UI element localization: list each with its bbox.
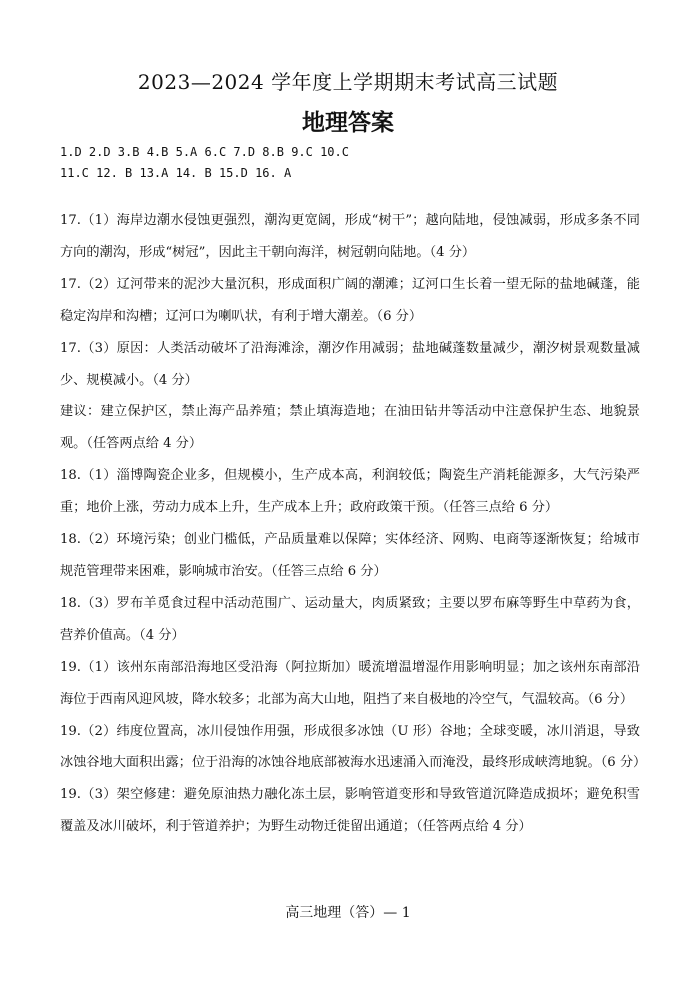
exam-title: 2023—2024 学年度上学期期末考试高三试题 bbox=[137, 70, 559, 94]
answer-paragraph-17-3-reason: 17.（3）原因：人类活动破坏了沿海滩涂，潮汐作用减弱；盐地碱蓬数量减少，潮汐树景观数量减少、规模减小。（4 分） bbox=[60, 340, 640, 388]
choice-answers-line-2: 11.C 12. B 13.A 14. B 15.D 16. A bbox=[60, 166, 292, 180]
answer-heading: 地理答案 bbox=[302, 110, 394, 136]
answer-paragraph-19-3: 19.（3）架空修建：避免原油热力融化冻土层，影响管道变形和导致管道沉降造成损坏；避免积雪覆盖及冰川破坏，利于管道养护；为野生动物迁徙留出通道；（任答两点给 4 分） bbox=[60, 787, 640, 835]
answer-paragraph-17-1: 17.（1）海岸边潮水侵蚀更强烈，潮沟更宽阔，形成“树干”；越向陆地，侵蚀减弱，形成多条不同方向的潮沟，形成“树冠”，因此主干朝向海洋，树冠朝向陆地。（4 分） bbox=[60, 213, 640, 260]
page-footer: 高三地理（答）— 1 bbox=[285, 905, 411, 921]
answer-paragraph-18-1: 18.（1）淄博陶瓷企业多，但规模小，生产成本高，利润较低；陶瓷生产消耗能源多，大气污染严重；地价上涨，劳动力成本上升，生产成本上升；政府政策干预。（任答三点给 6 分） bbox=[60, 468, 640, 516]
answer-paragraph-18-2: 18.（2）环境污染；创业门槛低，产品质量难以保障；实体经济、网购、电商等逐渐恢复；给城市规范管理带来困难，影响城市治安。（任答三点给 6 分） bbox=[60, 532, 640, 579]
answer-paragraph-18-3: 18.（3）罗布羊觅食过程中活动范围广、运动量大，肉质紧致；主要以罗布麻等野生中草药为食，营养价值高。（4 分） bbox=[60, 595, 640, 643]
answer-paragraph-17-3-suggestion: 建议：建立保护区，禁止海产品养殖；禁止填海造地；在油田钻井等活动中注意保护生态、地貌景观。（任答两点给 4 分） bbox=[60, 404, 640, 452]
answer-paragraph-17-2: 17.（2）辽河带来的泥沙大量沉积，形成面积广阔的潮滩；辽河口生长着一望无际的盐地碱蓬，能稳定沟岸和沟槽；辽河口为喇叭状，有利于增大潮差。（6 分） bbox=[60, 276, 640, 324]
choice-answers-line-1: 1.D 2.D 3.B 4.B 5.A 6.C 7.D 8.B 9.C 10.C bbox=[60, 145, 349, 159]
answer-paragraph-19-1: 19.（1）该州东南部沿海地区受沿海（阿拉斯加）暖流增温增湿作用影响明显；加之该州东南部沿海位于西南风迎风坡，降水较多；北部为高大山地，阻挡了来自极地的冷空气，气温较高。（6 分） bbox=[60, 659, 640, 707]
answer-paragraph-19-2: 19.（2）纬度位置高，冰川侵蚀作用强，形成很多冰蚀（U 形）谷地；全球变暖，冰川消退，导致冰蚀谷地大面积出露；位于沿海的冰蚀谷地底部被海水迅速涌入而淹没，最终形成峡湾地貌。（6 分） bbox=[60, 723, 647, 771]
answer-body bbox=[60, 205, 647, 843]
